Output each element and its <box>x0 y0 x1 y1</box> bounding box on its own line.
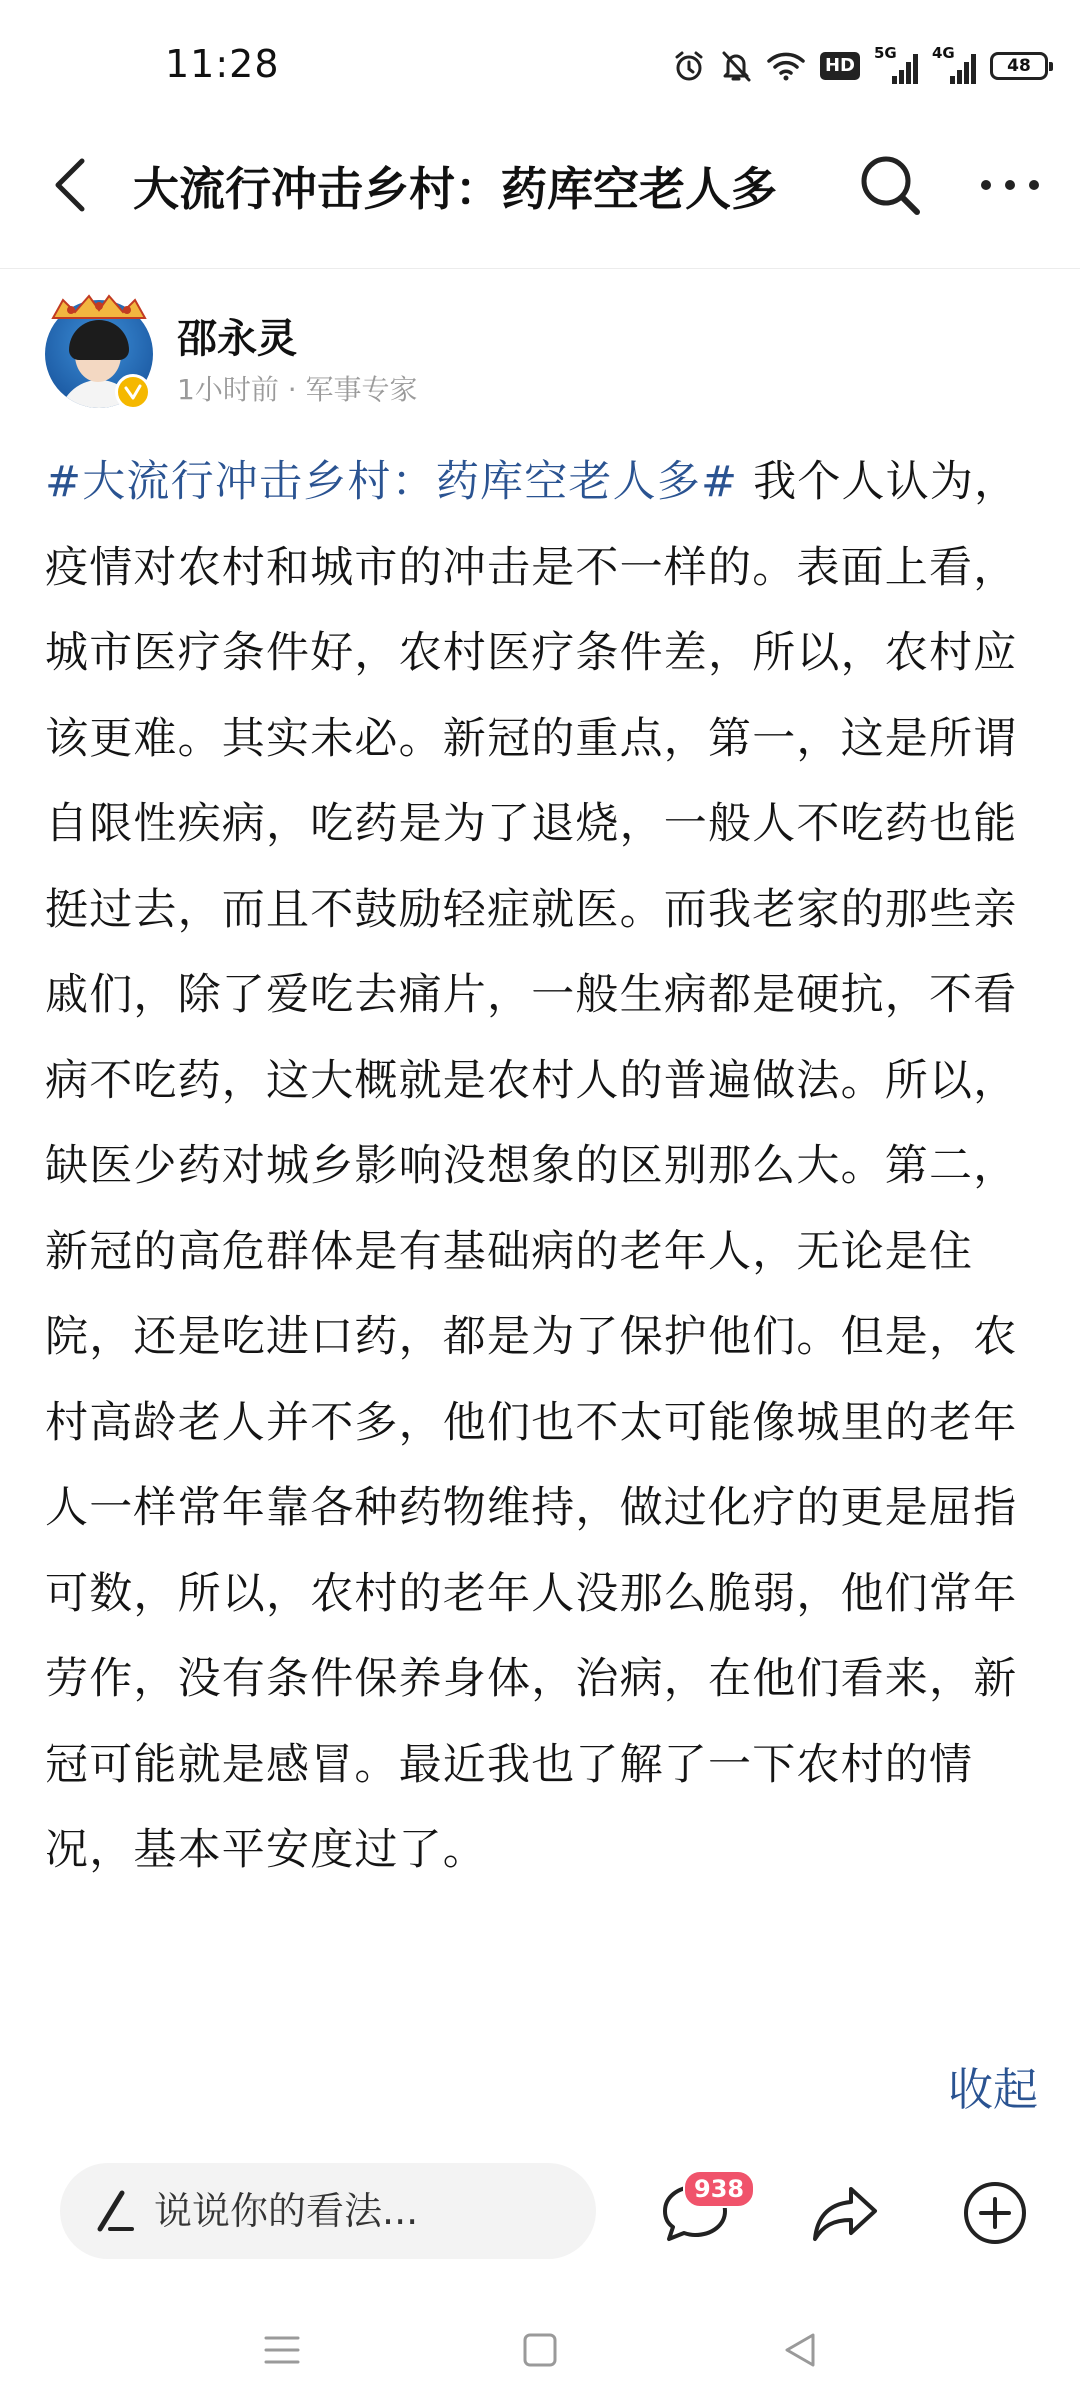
battery-icon <box>990 52 1048 80</box>
pen-icon <box>96 2189 136 2233</box>
back-button[interactable] <box>35 140 105 230</box>
menu-lines-icon <box>262 2332 302 2368</box>
post-hashtag[interactable]: #大流行冲击乡村：药库空老人多# <box>45 457 739 507</box>
post-text: 我个人认为，疫情对农村和城市的冲击是不一样的。表面上看，城市医疗条件好，农村医疗条件差，所以，农村应该更难。其实未必。新冠的重点，第一，这是所谓自限性疾病，吃药是为了退烧，一般人不吃药也能挺过去，而且不鼓励轻症就医。而我老家的那些亲戚们，除了爱吃去痛片，一般生病都是硬抗，不看病不吃药，这大概就是农村人的普遍做法。所以，缺医少药对城乡影响没想象的区别那么大。第二，新冠的高危群体是有基础病的老年人，无论是住院，还是吃进口药，都是为了保护他们。但是，农村高龄老人并不多，他们也不太可能像城里的老年人一样常年靠各种药物维持，做过化疗的更是屈指可数，所以，农村的老年人没那么脆弱，他们常年劳作，没有条件保养身体，治病，在他们看来，新冠可能就是感冒。最近我也了解了一下农村的情况，基本平安度过了。 <box>45 457 1019 1875</box>
more-dots-icon <box>978 177 1042 193</box>
alarm-icon <box>672 49 706 83</box>
verified-badge-icon <box>115 374 151 410</box>
signal-4g-icon <box>932 46 976 86</box>
page-title: 大流行冲击乡村：药库空老人多 <box>133 162 777 216</box>
avatar-crown-icon <box>49 292 149 322</box>
nav-menu-button[interactable] <box>242 2320 322 2380</box>
hd-icon: HD <box>820 52 860 80</box>
author-row <box>45 300 1035 425</box>
mute-bell-icon <box>720 49 752 83</box>
system-nav-bar <box>0 2300 1080 2400</box>
status-bar <box>0 0 1080 135</box>
net1-label: 5G <box>874 44 897 62</box>
status-time: 11:28 <box>165 42 280 86</box>
post-body <box>45 440 1020 1894</box>
avatar[interactable] <box>45 300 153 408</box>
plus-circle-icon <box>962 2180 1028 2246</box>
header <box>0 120 1080 269</box>
signal-5g-icon <box>874 46 918 86</box>
share-arrow-icon <box>809 2181 881 2245</box>
more-button[interactable] <box>965 140 1055 230</box>
home-square-icon <box>521 2331 559 2369</box>
net2-label: 4G <box>932 44 955 62</box>
avatar-hair <box>69 320 129 360</box>
nav-back-button[interactable] <box>760 2320 840 2380</box>
wifi-icon <box>766 50 806 82</box>
search-button[interactable] <box>845 140 935 230</box>
back-triangle-icon <box>781 2331 819 2369</box>
battery-level: 48 <box>1007 56 1031 76</box>
comment-count-badge: 938 <box>683 2170 755 2208</box>
share-button[interactable] <box>795 2163 895 2263</box>
author-meta: 1小时前 · 军事专家 <box>177 373 418 406</box>
chevron-left-icon <box>50 155 90 215</box>
comment-placeholder: 说说你的看法... <box>154 2189 419 2233</box>
status-icons <box>672 46 1048 86</box>
search-icon <box>857 152 923 218</box>
add-button[interactable] <box>945 2163 1045 2263</box>
collapse-button[interactable]: 收起 <box>947 2063 1038 2116</box>
nav-home-button[interactable] <box>500 2320 580 2380</box>
author-name[interactable]: 邵永灵 <box>177 316 297 362</box>
comment-input[interactable] <box>60 2163 596 2259</box>
